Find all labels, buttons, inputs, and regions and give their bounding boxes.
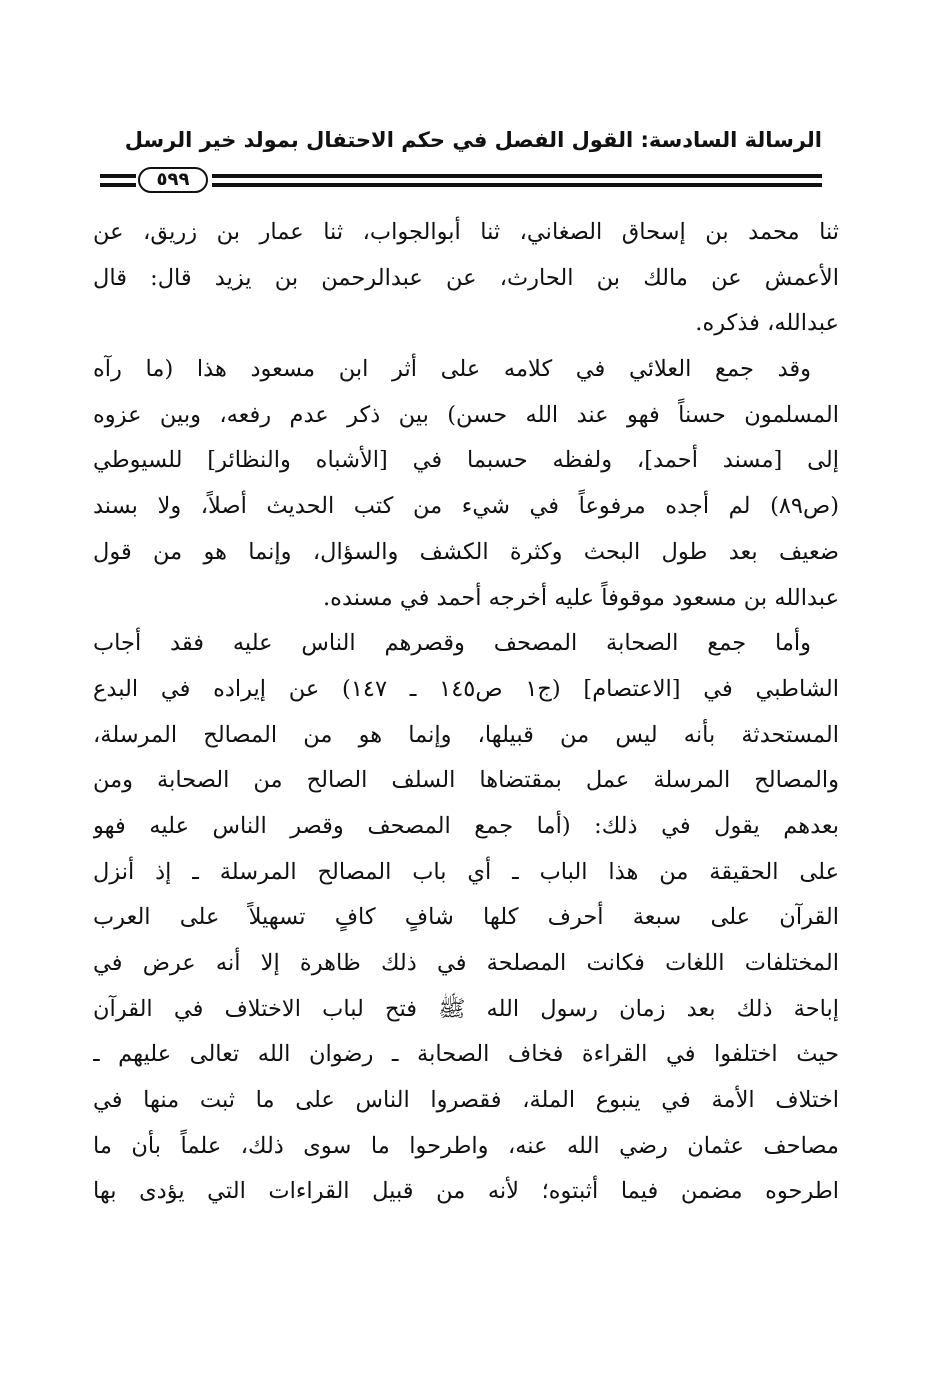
text-line: عبدالله، فذكره. bbox=[695, 310, 839, 337]
double-rule-left bbox=[100, 174, 136, 187]
page-number: ٥٩٩ bbox=[138, 167, 208, 193]
text-line: إباحة ذلك بعد زمان رسول الله ﷺ فتح لباب الاختلاف في القرآن bbox=[93, 995, 839, 1022]
text-line: مصاحف عثمان رضي الله عنه، واطرحوا ما سوى ذلك، علماً بأن ما bbox=[93, 1132, 839, 1159]
text-line: على الحقيقة من هذا الباب ـ أي باب المصالح المرسلة ـ إذ أنزل bbox=[93, 858, 839, 885]
text-line: المسلمون حسناً فهو عند الله حسن) بين ذكر عدم رفعه، وبين عزوه bbox=[93, 401, 839, 428]
text-line: إلى [مسند أحمد]، ولفظه حسبما في [الأشباه والنظائر] للسيوطي bbox=[93, 447, 839, 474]
text-line: الأعمش عن مالك بن الحارث، عن عبدالرحمن بن يزيد قال: قال bbox=[93, 264, 839, 291]
text-line: المستحدثة بأنه ليس من قبيلها، وإنما هو من المصالح المرسلة، bbox=[93, 721, 839, 748]
text-line: القرآن على سبعة أحرف كلها شافٍ كافٍ تسهيلاً على العرب bbox=[93, 904, 839, 931]
body-text bbox=[93, 210, 839, 1215]
text-line: اختلاف الأمة في ينبوع الملة، فقصروا الناس على ما ثبت منها في bbox=[93, 1087, 839, 1114]
text-line: والمصالح المرسلة عمل بمقتضاها السلف الصالح من الصحابة ومن bbox=[93, 767, 839, 794]
text-line: ضعيف بعد طول البحث وكثرة الكشف والسؤال، وإنما هو من قول bbox=[93, 538, 839, 565]
paragraph-first-line: وقد جمع العلائي في كلامه على أثر ابن مسعود هذا (ما رآه bbox=[93, 356, 811, 383]
header-rule bbox=[100, 168, 822, 194]
text-line: ثنا محمد بن إسحاق الصغاني، ثنا أبوالجواب، ثنا عمار بن زريق، عن bbox=[93, 219, 839, 245]
text-line: بعدهم يقول في ذلك: (أما جمع المصحف وقصر الناس عليه فهو bbox=[93, 812, 839, 839]
text-line: المختلفات اللغات فكانت المصلحة في ذلك ظاهرة إلا أنه عرض في bbox=[93, 950, 839, 976]
text-line: اطرحوه مضمن فيما أثبتوه؛ لأنه من قبيل القراءات التي يؤدى بها bbox=[93, 1178, 839, 1205]
text-line: حيث اختلفوا في القراءة فخاف الصحابة ـ رضوان الله تعالى عليهم ـ bbox=[93, 1041, 839, 1068]
text-line: (ص٨٩) لم أجده مرفوعاً في شيء من كتب الحديث أصلاً، ولا بسند bbox=[93, 493, 839, 520]
double-rule-right bbox=[212, 174, 822, 187]
text-line: الشاطبي في [الاعتصام] (ج١ ص١٤٥ ـ ١٤٧) عن إيراده في البدع bbox=[93, 675, 839, 702]
running-title: الرسالة السادسة: القول الفصل في حكم الاحتفال بمولد خير الرسل bbox=[124, 128, 822, 152]
text-line: عبدالله بن مسعود موقوفاً عليه أخرجه أحمد في مسنده. bbox=[323, 584, 839, 611]
paragraph-first-line: وأما جمع الصحابة المصحف وقصرهم الناس عليه فقد أجاب bbox=[93, 630, 811, 657]
